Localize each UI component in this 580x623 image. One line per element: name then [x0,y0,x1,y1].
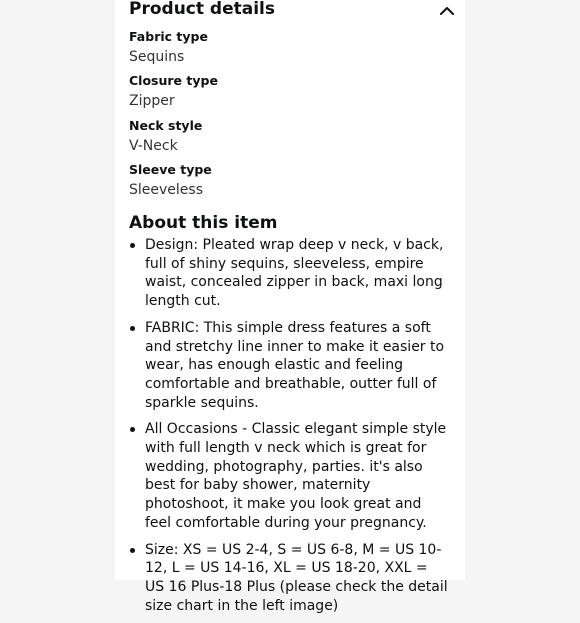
product-info-panel [115,0,465,614]
detail-neck-style [129,118,449,156]
detail-value: Sequins [129,49,185,65]
bullet-dot-icon [130,243,135,248]
detail-closure-type [129,73,449,111]
detail-value: Sleeveless [129,182,203,198]
bullet-dot-icon [130,548,135,553]
detail-label: Fabric type [129,29,208,44]
about-bullet-list [129,236,451,623]
product-details-header[interactable] [129,0,455,22]
detail-label: Sleeve type [129,162,212,177]
bullet-fabric [129,319,451,413]
bullet-text: FABRIC: This simple dress features a soft and stretchy line inner to make it easier to wear, has enough elastic and feeling comfortable and breathable, outter full of sparkle sequins. [145,319,445,411]
product-details-title: Product details [129,0,275,19]
bullet-text: Size: XS = US 2-4, S = US 6-8, M = US 10-12, L = US 14-16, XL = US 18-20, XXL = US 16 Plus-18 Plus (please check the detail size chart in the left image) [145,541,448,614]
bullet-text: All Occasions - Classic elegant simple style with full length v neck which is great for wedding, photography, parties. it's also best for baby shower, maternity photoshoot, it make you look great and feel comfortable during your pregnancy. [145,421,447,531]
detail-label: Closure type [129,73,218,88]
bullet-dot-icon [130,326,135,331]
bullet-design [129,236,451,311]
about-this-item-title: About this item [129,213,278,233]
detail-value: Zipper [129,93,175,109]
detail-label: Neck style [129,118,203,133]
detail-value: V-Neck [129,138,178,154]
bullet-size [129,541,451,616]
chevron-up-icon[interactable] [439,4,455,18]
detail-sleeve-type [129,162,449,200]
detail-fabric-type [129,29,449,67]
bullet-text: Design: Pleated wrap deep v neck, v back, full of shiny sequins, sleeveless, empire waist, concealed zipper in back, maxi long length cut. [145,237,444,310]
bullet-occasions [129,420,451,532]
bullet-dot-icon [130,427,135,432]
